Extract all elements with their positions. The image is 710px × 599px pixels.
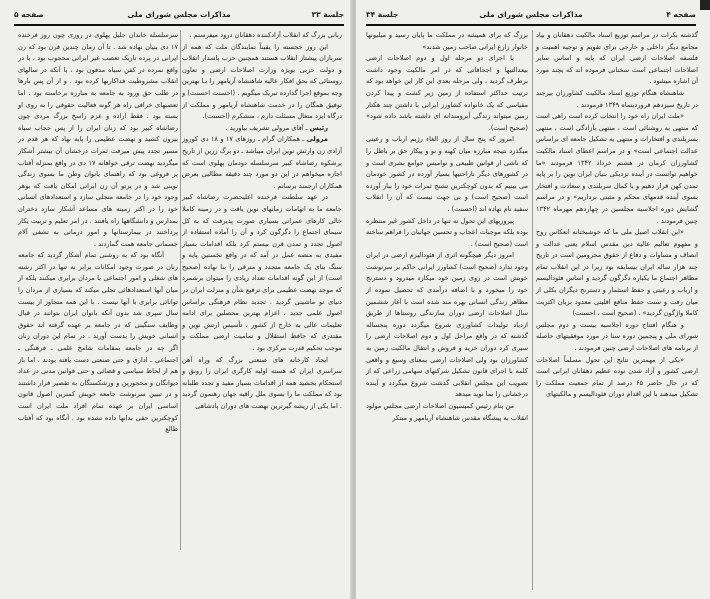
paragraph-text: شاهنشاه هنگام توزیع اسناد مالکیت کشاورزان بیرجند در تاریخ سیزدهم فروردینماه ۱۳۴۹ فرمودند . bbox=[536, 88, 698, 109]
paragraph bbox=[366, 134, 528, 215]
page-header bbox=[14, 10, 344, 24]
paragraph-text: این روز خجسته را یقیناً تمایندگان ملت که همه از سربازان پیشتاز انقلاب هستند همچنین حزب پاسدار انقلاب و دولت حزبی بویژه وزارت اصلاحات ارضی و تعاون روستائی که بحق افکار عالیه شاهنشاه آریامهر را بـا بهترین وجه بموقع اجرا گذارده تبریک میگویم . (احسنت احسنت) و توفیق همگان را در خدمت شاهنشاه آریامهر و مملکت از درگاه ایزد متعال مسئلت دارم ، متشکرم (احسنت). bbox=[182, 42, 342, 121]
paragraph bbox=[366, 30, 528, 53]
paragraph-text: ربانی بزرگ که انقلاب آزادکننده دهقانان درود میفرستم . bbox=[189, 31, 342, 39]
paragraph-text: بزرگ که برای همیشه در مملکت ما پایان رسید و میلیونها خانوار زارع ایرانی صاحب زمین شدند» bbox=[366, 31, 528, 51]
paragraph-text: «یکی از مهمترین نتایج این تحول مسلماً اصلاحات ارضی کشور و آزاد شدن توده عظیم دهقانان ایرانی است که در حال حاضر ۶۵ درصد از تمام جمعیت مملکت را تشکیل میدهند با این اقدام دوران فئودالیسم و مالکیتهای bbox=[536, 355, 698, 399]
page-header bbox=[366, 10, 696, 24]
paragraph bbox=[536, 320, 698, 355]
column-divider bbox=[180, 30, 181, 550]
paragraph-text: امروز که پنج سال از روز الغاء رژیم ارباب و رعیتی میگذرد نتیجه مبارزه میان کهنه و نو و پیکار حق بر باطل را که ناشی از قوانین طبیعی و نوامیس جوامع بشری است و در کشورهای دیگر ناراحتیها بسیار آورده در کشور خودمان می بینیم که بدون کوچکترین تشنج ثمرات خود را ببار آورده است (صحیح است) و بی جهت نیست که آن را انقلاب سفید نام نهاده اند (احسنت) . bbox=[366, 135, 528, 213]
page-number: صفحه ۴ bbox=[666, 10, 696, 19]
right-page bbox=[356, 0, 710, 599]
page-number: صفحه ۵ bbox=[14, 10, 44, 19]
paragraph bbox=[366, 401, 528, 424]
text-column-left bbox=[18, 30, 178, 436]
paragraph bbox=[366, 250, 528, 401]
header-rule bbox=[366, 24, 696, 26]
paragraph bbox=[536, 111, 698, 227]
speaker-paragraph bbox=[182, 123, 342, 135]
paragraph bbox=[366, 216, 528, 251]
paragraph-text: ایجاد کارخانه های صنعتی بزرگ که وراه آهن سراسری ایران که هسته اولیه کارگری ایران را رونق و استحکام بخشید همه از اقدامات بسیار مفید و تجدد طلبانه بود که مملکت ما را بسوی ملل راقیه جهان رهنمون گردید . اما یکی از ریشه گیرترین نهضت های دوران پادشاهی bbox=[182, 355, 342, 410]
paragraph bbox=[536, 227, 698, 320]
paragraph bbox=[536, 88, 698, 111]
paragraph bbox=[18, 30, 178, 250]
paragraph bbox=[18, 250, 178, 436]
paragraph bbox=[536, 355, 698, 401]
paragraph-text: گذشته بکرات در مراسم توزیع اسناد مالکیت دهقانان و بیاد مجامع دیگر داخلی و خارجی برای تقویم و توجیه اهمیت و فلسفه اصلاحات ارضی ایران که پایه و اساس سایر اصلاحات اجتماعی است سخنانی فرموده اند که بچند مورد آن اشاره میشود . bbox=[536, 31, 698, 86]
paragraph bbox=[182, 42, 342, 123]
paragraph bbox=[536, 30, 698, 88]
paragraph-text: با اجرای دو مرحله اول و دوم اصلاحات ارضی بیعدالتیها و اجحافاتی که در امر مالکیت وجود داشت برطرف گردید ، ولی مرحله بعدی این کار این خواهد بود که ترتیب حداکثر استفاده از زمین زیر کشت و پیدا کردن مقیاسی که یک خانواده کشاورز ایرانی با داشتن چند هکتار زمین میتواند زندگی آبرومندانه ای داشته باشد داده شود» (صحیح است). bbox=[366, 54, 528, 132]
paragraph-text: ـ آقای مرولی تشریف بیاورید . bbox=[225, 123, 310, 132]
column-divider bbox=[532, 30, 533, 590]
paragraph-text: ـ همکاران گرام ـ روزهای ۱۷ و ۱۸ دی کوروز آزادی زن وارثش نوین ایران میباشد ـ دو برگ زرین از تاریخ پرشکوه رضاشاه کبیر سرسلسله دودمان پهلوی است که اجازه میخواهم در این دو مورد چند دقیقه مطالبی بعرض همکاران ارجمند برسانم . bbox=[182, 135, 342, 190]
text-column-right bbox=[536, 30, 698, 401]
text-column-right bbox=[182, 30, 342, 413]
left-page bbox=[0, 0, 352, 599]
paragraph-text: آنگاه بود که به روشنی تمام آشکار گردید که جامعه زنان در صورت وجود امکانات برابر نه تنها در اکثر رشته های شغلی و امور اجتماعی با مردان برابری میکنند بلکه از میان آنها استعدادهائی تجلی میکند که بسیاری از مردان را توانائی برابری با آنها نیست . با این همه متجاوز از بیست سال سپری شد بدون آنکه بانوان ایران بتوانند در قبال وظایف سنگینی که در جامعه بر عهده گرفته اند حقوق انسانی خویش را بدست آورند . در تمام این دوران زنان اگر چه در جامعه بمقامات شامخ علمی ـ فرهنگی ـ اجتماعی ـ اداری و حتی صنعتی دست یافته بودند . اما باز هم از لحاظ سیاسی و قضائی و حتی قوانین مدنی در عداد دیوانگان و محجورین و ورشکستگان به تقصیر قرار داشتند و در تبیین سرنوشت جامعه خویش کمترین اصول قانون اساسی ایران بر عهده تمام افراد ملت ایران است کوچکترین حقی بدانها داده نشده بود . آنگاه بود که آفتاب طالع bbox=[18, 251, 178, 434]
header-rule bbox=[14, 24, 344, 26]
paragraph bbox=[182, 30, 342, 42]
page-title: مذاکرات مجلس شورای ملی bbox=[127, 10, 231, 19]
paragraph-text: در عهد سلطنت فرخنده اعلیحضرت رضاشاه کبیر جامعه ما به اتهامات زمانهای نوین یافت و در زمینه کاملا خالی کارهای عمرانی بسیاری صورت پذیرفت که به کل سیمای اجتماع را دگرگون کرد و آن را آماده استفاده از اصول تجدد و تمدن قرن بیستم کرد بلکه اقدامات بسیار مفیدی به منصه عمل در آمد که در واقع نخستین پایه و سنگ بنای یک جامعه متجدد و مترقی را بنا نهاده (صحیح است) از این گونه اقدامات تعداد زیادی را میتوان برشمرد که موجد نهضت عظیمی برای ترفیع شأن و منزلت ایران در دنیای نو ماشینی گردید . تجدید نظام فرهنگی براساس اصول علمی جدید ، اعزام بهترین محصلین برای ادامه تعلیمات عالی به خارج از کشور ، تأسیس ارتش نوین و مقتدری که حافظ استقلال و تمامیت ارضی مملکت و موجب تحکیم قدرت مرکزی بود . bbox=[182, 193, 342, 353]
paragraph bbox=[182, 355, 342, 413]
paragraph-text: سرسلسله خاندان جلیل پهلوی در روزی چون روز فرخنده ۱۷ دی بنیان نهاده شد . تا آن زمان چندین قرن بود که زن ایرانی در پرده تاریک تعصب غیر ایرانی محجوب بود ، یا در واقع نمرده در کفن سیاه مدفون بود ، با آنکه در سالهای انقلاب مشروطیت فداکاریها کرده بود . و از آن پس بارها در طلب حق ورود به جامعه به مبارزه برخاسته بود . اما تعصبهای خرافی راه هر گونه فعالیت حقوقی را به روی او بسته بود . فقط اراده و عزم راسخ بزرگ مردی چون رضاشاه کبیر بود که زنان ایران را از پس حجاب سیاه بیرون کشید و نهضت عظیمی را پایه نهاد که هر قدم در مسیر تجدد پیش میرفت ثمرات درخشان آن بیشتر آشکار میگردید نهضت ترقی خواهانه ۱۷ دی در واقع بمنزله آفتاب پر فروغی بود که راهنمای بانوان وطن ما بسوی زندگی نوینی شد و در پرتو آن زن ایرانی امکان یافت که بوهر وجود خود را در جامعه متجلی سازد و استعدادهای انسانی خود را در اکثر زمینه های مساعد آشکار سازد دختران بمدارس و دانشگاهها راه یافتند . در امر تعلیم و تربیت یکار پرداختند در بیمارستانها و امور درمانی به تشفی آلام جسمانی جامعه همت گماردند . bbox=[18, 31, 178, 248]
session-label: جلسة ۳۴ bbox=[366, 10, 399, 19]
paragraph-text: امروز دیگر هیچگونه اثری از فئودالیزم ارضی در ایران وجود ندارد (صحیح است) کشاورز ایرانی حاکم بر سرنوشت خویش است در روی زمین خود میکارد میدرود و دسترنج خود را میخورد و با اضافه درآمدی که تحصیل نموده از مظاهر زندگی انسانی بهره مند شده است با آغاز ششمین سال اصلاحات ارضی دوران سازندگی روستاها از طریق ازدیاد تولیدات کشاورزی شروع میگردد دوره پنجساله گذشته که در واقع مراحل اول و دوم اصلاحات ارضی را سیری کرد دوران خرید و فروش و انتقال مالکیت زمین به کشاورزان بود ولی اصلاحات ارضی بمعنای وسیع و واقعی کلمه با اجرای قانون تشکیل شرکتهای سهامی زراعی که از تصویب این مجلس انقلابی گذشت شروع میگردد و آینده درخشانی را بما نوید میدهد bbox=[366, 251, 528, 399]
paragraph-text: «ملت ایران راه خود را انتخاب کرده است راهی است که منتهی به روشنائی است ، منتهی بآزادگی است ، منتهی بسربلندی و افتخارات و منتهی به تشکیل جامعه ای براساس عدالت اجتماعی است» و در مراسم اعطای اسناد مالکیت کشاورزان کرمان در هشتم خرداد ۱۳۴۲ فرمودند «ما خواهیم توانست در آینده نزدیکی بنیان ایران نوین را بر پایه تمدن کهن قرار دهیم و با کمال سربلندی و سعادت و افتخار بسوی آینده قدمهای محکم و مثبتی برداریم» و در مراسم گشایش دوره اجلاسیه مجلسین در چهاردهم مهرماه ۱۳۴۲ چنین فرمودند . bbox=[536, 112, 698, 225]
session-label: جلسة ۳۳ bbox=[311, 10, 344, 19]
paragraph-text: و هنگام افتتاح دوره اجلاسیه بیست و دوم مجلس شورای ملی و پنجمین دوره سنا در مورد موفقیتهای حاصله از برنامه های اصلاحات ارضی چنین فرمودند . bbox=[536, 320, 698, 353]
scan-edge-mark bbox=[700, 0, 710, 10]
paragraph-text: «این انقلاب اصیل ملی ما که خوشبختانه انعکاس روح و مفهوم تعالیم عالیه دین مقدس اسلام یعنی عدالت و انصاف و مساوات و دفاع از حقوق محرومین است در تاریخ چند هزار ساله ایران بیسابقه بود زیرا در این انقلاب تمام مظاهر اجتماع ما یکباره دگرگون گردید و اساس فئودالیسم و ارباب و رعیتی و حفظ استثمار و دسترنج دیگران بکلی از میان رفت و سنت حفظ منافع اقلیتی معدود بزیان اکثریت کاملا واژگون گردید» . (صحیح است ، احسنت) bbox=[536, 228, 698, 318]
paragraph bbox=[366, 53, 528, 134]
speaker-name: مرولی bbox=[306, 135, 328, 144]
paragraph-text: من بنام رئیس کمیسیون اصلاحات ارضی مجلس مولود انقلاب به پیشگاه مقدس شاهنشاه آریامهر و مبتکر bbox=[366, 402, 528, 422]
text-column-left bbox=[366, 30, 528, 424]
paragraph-text: پیروزیهای این تحول نه تنها در داخل کشور غیر منتظره بوده بلکه موجبات اعجاب و تحسین جهانیان را فراهم ساخته است (صحیح است) . bbox=[366, 216, 528, 248]
speaker-name: رئیس bbox=[309, 123, 328, 132]
page-title: مذاکرات مجلس شورای ملی bbox=[479, 10, 583, 19]
paragraph bbox=[182, 192, 342, 354]
speaker-paragraph bbox=[182, 134, 342, 192]
